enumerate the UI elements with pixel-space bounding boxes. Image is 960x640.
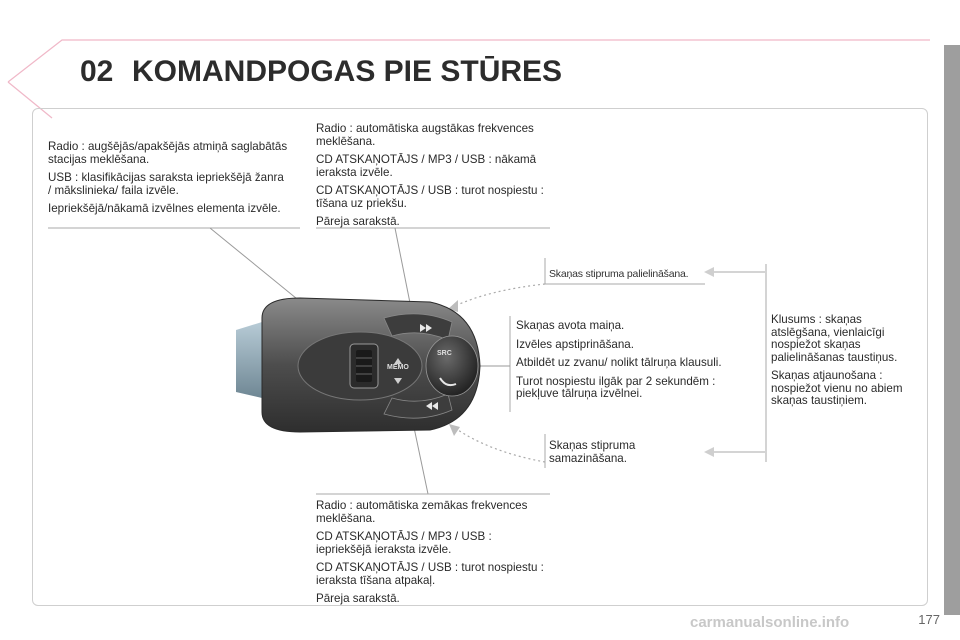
callout-text: Klusums : skaņas atslēgšana, vienlaicīgi nospiežot skaņas palielināšanas taustiņus. — [771, 313, 898, 364]
callout-text: CD ATSKAŅOTĀJS / USB : turot nospiestu : ieraksta tīšana atpakaļ. — [316, 561, 544, 587]
callout-text: CD ATSKAŅOTĀJS / MP3 / USB : iepriekšējā ieraksta izvēle. — [316, 530, 492, 556]
callout-text: Atbildēt uz zvanu/ nolikt tālruņa klausuli. — [516, 356, 722, 369]
callout-text: Skaņas avota maiņa. — [516, 319, 625, 332]
callout-text: Radio : automātiska zemākas frekvences meklēšana. — [316, 499, 528, 525]
chapter-number: 02 — [80, 55, 114, 88]
callout-text: CD ATSKAŅOTĀJS / MP3 / USB : nākamā ieraksta izvēle. — [316, 153, 537, 179]
callout-text: Pāreja sarakstā. — [316, 592, 400, 605]
watermark: carmanualsonline.info — [690, 614, 850, 631]
callout-volume-up: Skaņas stipruma palielināšana. — [549, 268, 689, 280]
callout-text: Radio : augšējās/apakšējās atmiņā saglabātās stacijas meklēšana. — [48, 140, 288, 166]
src-label: SRC — [437, 350, 452, 357]
callout-source — [516, 320, 742, 407]
page-title: KOMANDPOGAS PIE STŪRES — [132, 55, 563, 88]
callout-text: Turot nospiestu ilgāk par 2 sekundēm : piekļuve tālruņa izvēlnei. — [516, 374, 716, 400]
page-number: 177 — [918, 612, 940, 627]
memo-label: MEMO — [387, 364, 409, 371]
callout-bottom-center — [316, 500, 546, 612]
callout-mute — [771, 314, 923, 414]
callout-text: USB : klasifikācijas saraksta iepriekšējā žanra / mākslinieka/ faila izvēle. — [48, 171, 284, 197]
callout-text: Skaņas atjaunošana : nospiežot vienu no abiem skaņas taustiņiem. — [771, 369, 903, 407]
callout-top-center — [316, 123, 546, 235]
callout-top-left — [48, 141, 288, 222]
callout-volume-down: Skaņas stipruma samazināšana. — [549, 439, 636, 465]
callout-text: Iepriekšējā/nākamā izvēlnes elementa izvēle. — [48, 202, 281, 215]
callout-text: CD ATSKAŅOTĀJS / USB : turot nospiestu : tīšana uz priekšu. — [316, 184, 544, 210]
callout-text: Pāreja sarakstā. — [316, 215, 400, 228]
callout-text: Radio : automātiska augstākas frekvences meklēšana. — [316, 122, 534, 148]
callout-text: Izvēles apstiprināšana. — [516, 337, 634, 351]
